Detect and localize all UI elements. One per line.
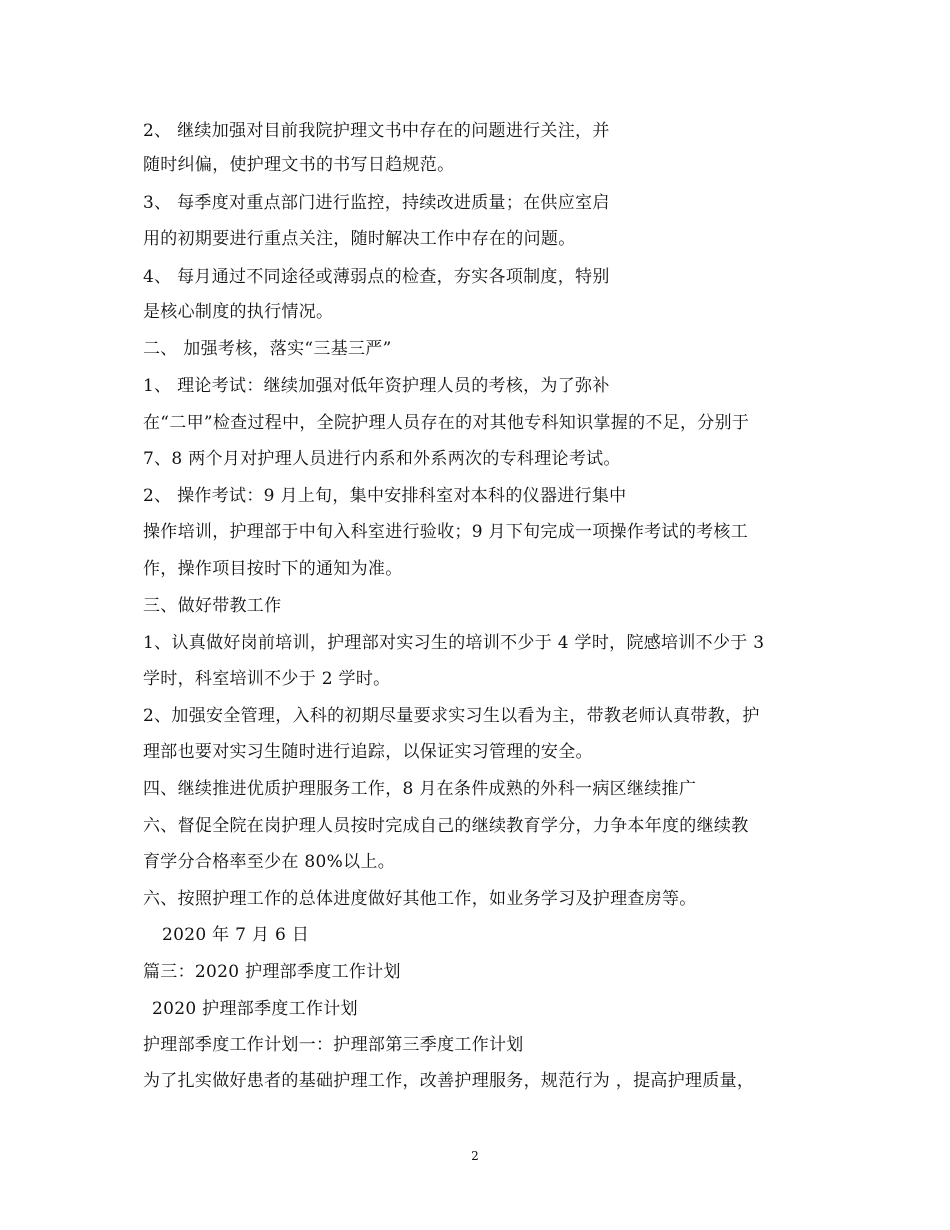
article-subtitle: 护理部季度工作计划一：护理部第三季度工作计划 [143, 1035, 524, 1055]
paragraph-line: 随时纠偏，使护理文书的书写日趋规范。 [143, 155, 455, 175]
paragraph-line: 用的初期要进行重点关注，随时解决工作中存在的问题。 [143, 229, 576, 249]
article-title: 篇三：2020 护理部季度工作计划 [143, 962, 401, 982]
paragraph-line: 理部也要对实习生随时进行追踪，以保证实习管理的安全。 [143, 742, 593, 762]
paragraph-line: 2、 操作考试：9 月上旬，集中安排科室对本科的仪器进行集中 [143, 486, 627, 506]
paragraph-line: 育学分合格率至少在 80%以上。 [143, 852, 395, 872]
article-subtitle: 2020 护理部季度工作计划 [152, 999, 358, 1019]
paragraph-line: 学时，科室培训不少于 2 学时。 [143, 669, 391, 689]
paragraph-line: 为了扎实做好患者的基础护理工作，改善护理服务，规范行为 ，提高护理质量， [143, 1071, 755, 1091]
section-heading: 四、继续推进优质护理服务工作，8 月在条件成熟的外科一病区继续推广 [143, 779, 697, 799]
date-line: 2020 年 7 月 6 日 [162, 925, 310, 945]
page-number: 2 [471, 1149, 479, 1163]
paragraph-line: 2、 继续加强对目前我院护理文书中存在的问题进行关注，并 [143, 121, 610, 141]
paragraph-line: 3、 每季度对重点部门进行监控，持续改进质量；在供应室启 [143, 193, 610, 213]
paragraph-line: 是核心制度的执行情况。 [143, 302, 334, 322]
section-heading: 六、按照护理工作的总体进度做好其他工作，如业务学习及护理查房等。 [143, 889, 697, 909]
paragraph-line: 在“二甲”检查过程中，全院护理人员存在的对其他专科知识掌握的不足，分别于 [143, 413, 750, 433]
paragraph-line: 7、8 两个月对护理人员进行内系和外系两次的专科理论考试。 [143, 449, 621, 469]
paragraph-line: 4、 每月通过不同途径或薄弱点的检查，夯实各项制度，特别 [143, 267, 610, 287]
section-heading: 二、 加强考核，落实“三基三严” [143, 339, 392, 359]
section-heading: 三、做好带教工作 [143, 596, 282, 616]
section-heading: 六、督促全院在岗护理人员按时完成自己的继续教育学分，力争本年度的继续教 [143, 816, 749, 836]
paragraph-line: 2、加强安全管理，入科的初期尽量要求实习生以看为主，带教老师认真带教，护 [143, 706, 760, 726]
paragraph-line: 1、认真做好岗前培训，护理部对实习生的培训不少于 4 学时，院感培训不少于 3 [143, 633, 765, 653]
paragraph-line: 1、 理论考试：继续加强对低年资护理人员的考核，为了弥补 [143, 376, 610, 396]
paragraph-line: 作，操作项目按时下的通知为准。 [143, 559, 403, 579]
paragraph-line: 操作培训，护理部于中旬入科室进行验收；9 月下旬完成一项操作考试的考核工 [143, 522, 749, 542]
